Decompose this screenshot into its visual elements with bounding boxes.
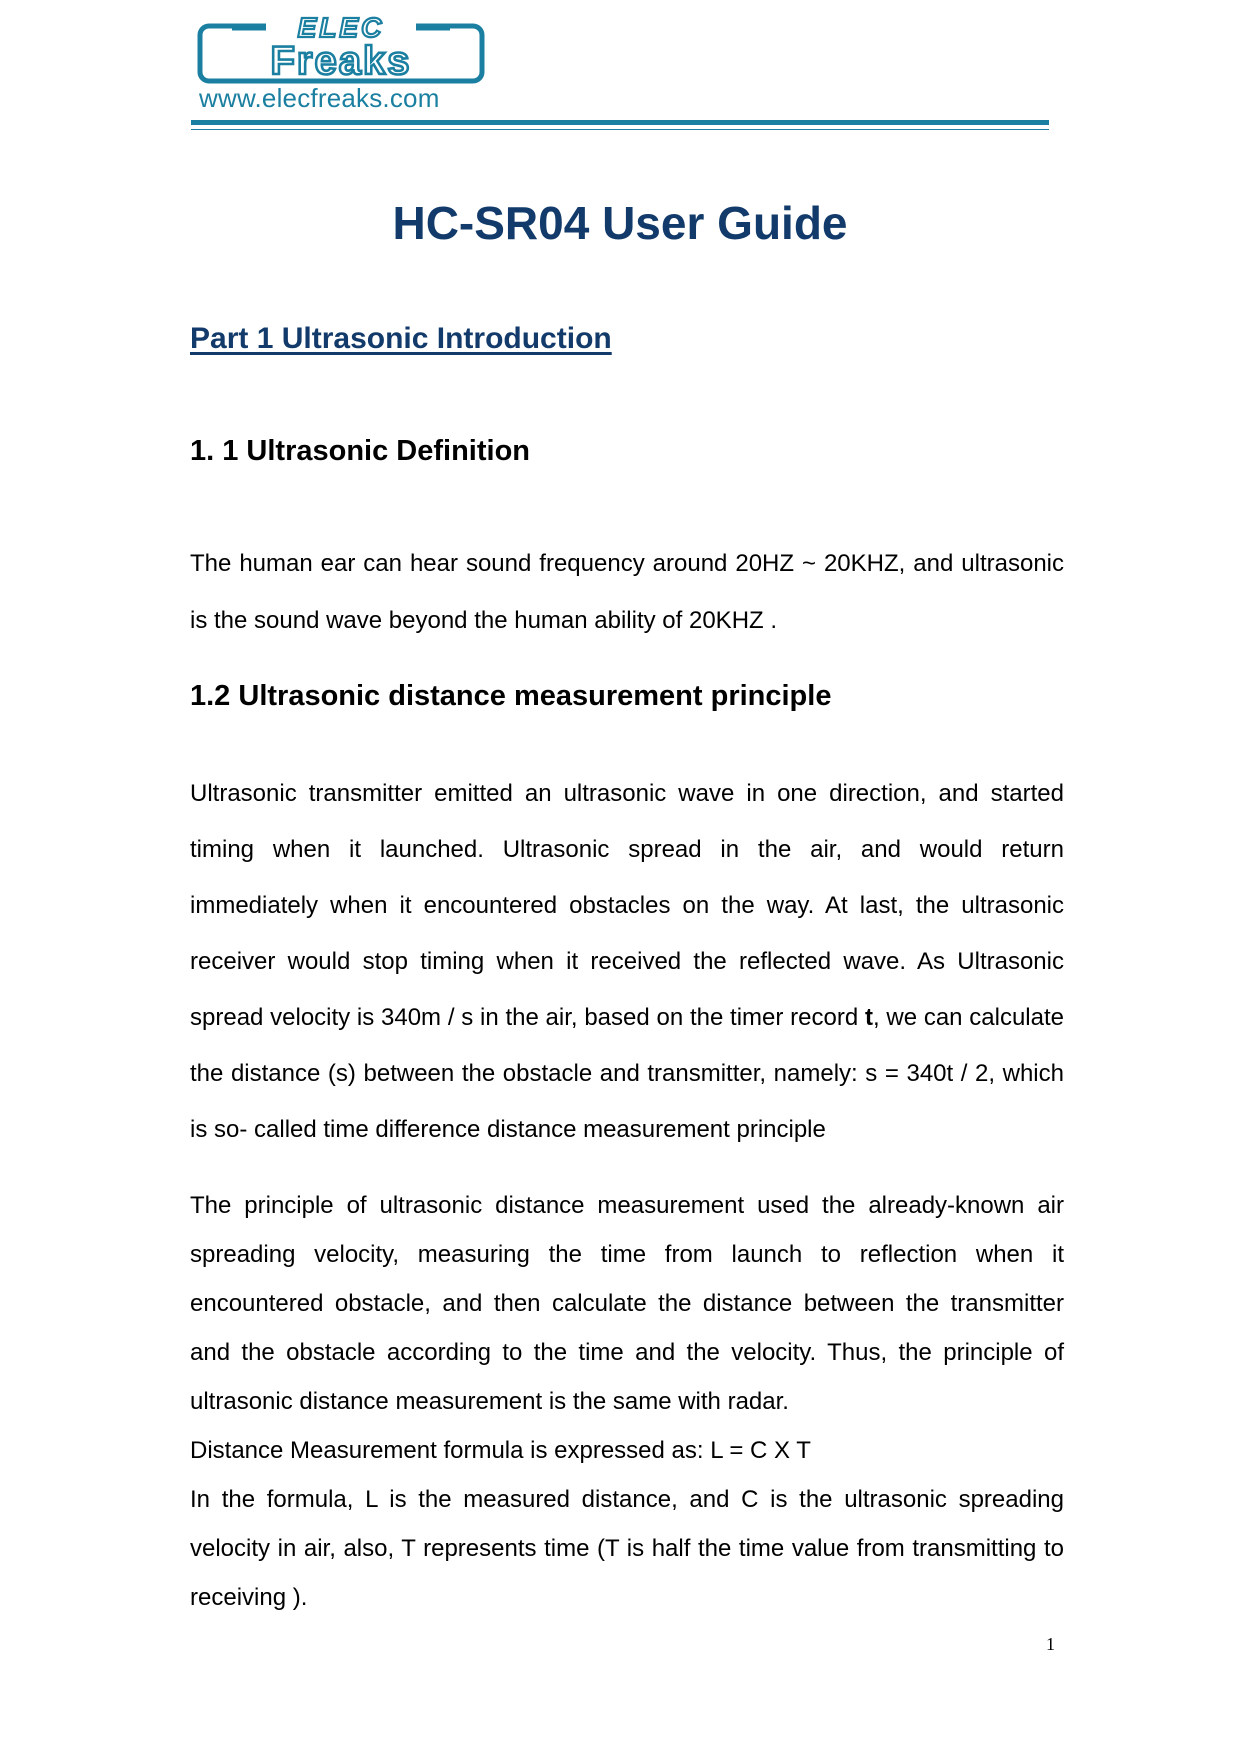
- paragraph-text: The principle of ultrasonic distance measurement used the already-known air spreading velocity, measuring the time from launch to reflection when it encountered obstacle, and then calculate the distance between the transmitter and the obstacle according to the time and the velocity. Thus, the principle of ultrasonic distance measurement is the same with radar.: [190, 1192, 1064, 1415]
- timer-variable: t: [864, 1004, 873, 1031]
- formula-line: Distance Measurement formula is expressed as: L = C X T: [190, 1437, 811, 1464]
- paragraph-distance-formula: [190, 1181, 1064, 1622]
- part-heading: Part 1 Ultrasonic Introduction: [190, 322, 612, 355]
- paragraph-ultrasonic-definition: [190, 535, 1064, 649]
- page-number: 1: [1046, 1634, 1055, 1654]
- paragraph-text-part-a: Ultrasonic transmitter emitted an ultrasonic wave in one direction, and started timing when it launched. Ultrasonic spread in the air, and would return immediately when it encountered obstacles on the way. At last, the ultrasonic receiver would stop timing when it received the reflected wave. As Ultrasonic spread velocity is 340m / s in the air, based on the timer record: [190, 780, 1064, 1031]
- website-url[interactable]: www.elecfreaks.com: [199, 83, 440, 113]
- section-heading-1-2: 1.2 Ultrasonic distance measurement principle: [190, 680, 832, 712]
- logo-elec-text: ELEC: [297, 12, 385, 43]
- paragraph-text-part-b: , we can calculate the distance (s) between the obstacle and transmitter, namely: s = 340t / 2, which is so- called time difference distance measurement principle: [190, 1004, 1064, 1143]
- logo-freaks-text: Freaks: [270, 39, 412, 83]
- paragraph-text: The human ear can hear sound frequency around 20HZ ~ 20KHZ, and ultrasonic is the sound wave beyond the human ability of 20KHZ .: [190, 550, 1064, 634]
- paragraph-measurement-principle: [190, 766, 1064, 1158]
- page-title: HC-SR04 User Guide: [392, 197, 848, 249]
- paragraph-text: In the formula, L is the measured distance, and C is the ultrasonic spreading velocity in air, also, T represents time (T is half the time value from transmitting to receiving ).: [190, 1486, 1064, 1611]
- header-divider: [191, 120, 1049, 125]
- section-heading-1-1: 1. 1 Ultrasonic Definition: [190, 435, 530, 467]
- header-divider-thin: [191, 129, 1049, 130]
- elecfreaks-logo: [196, 10, 486, 85]
